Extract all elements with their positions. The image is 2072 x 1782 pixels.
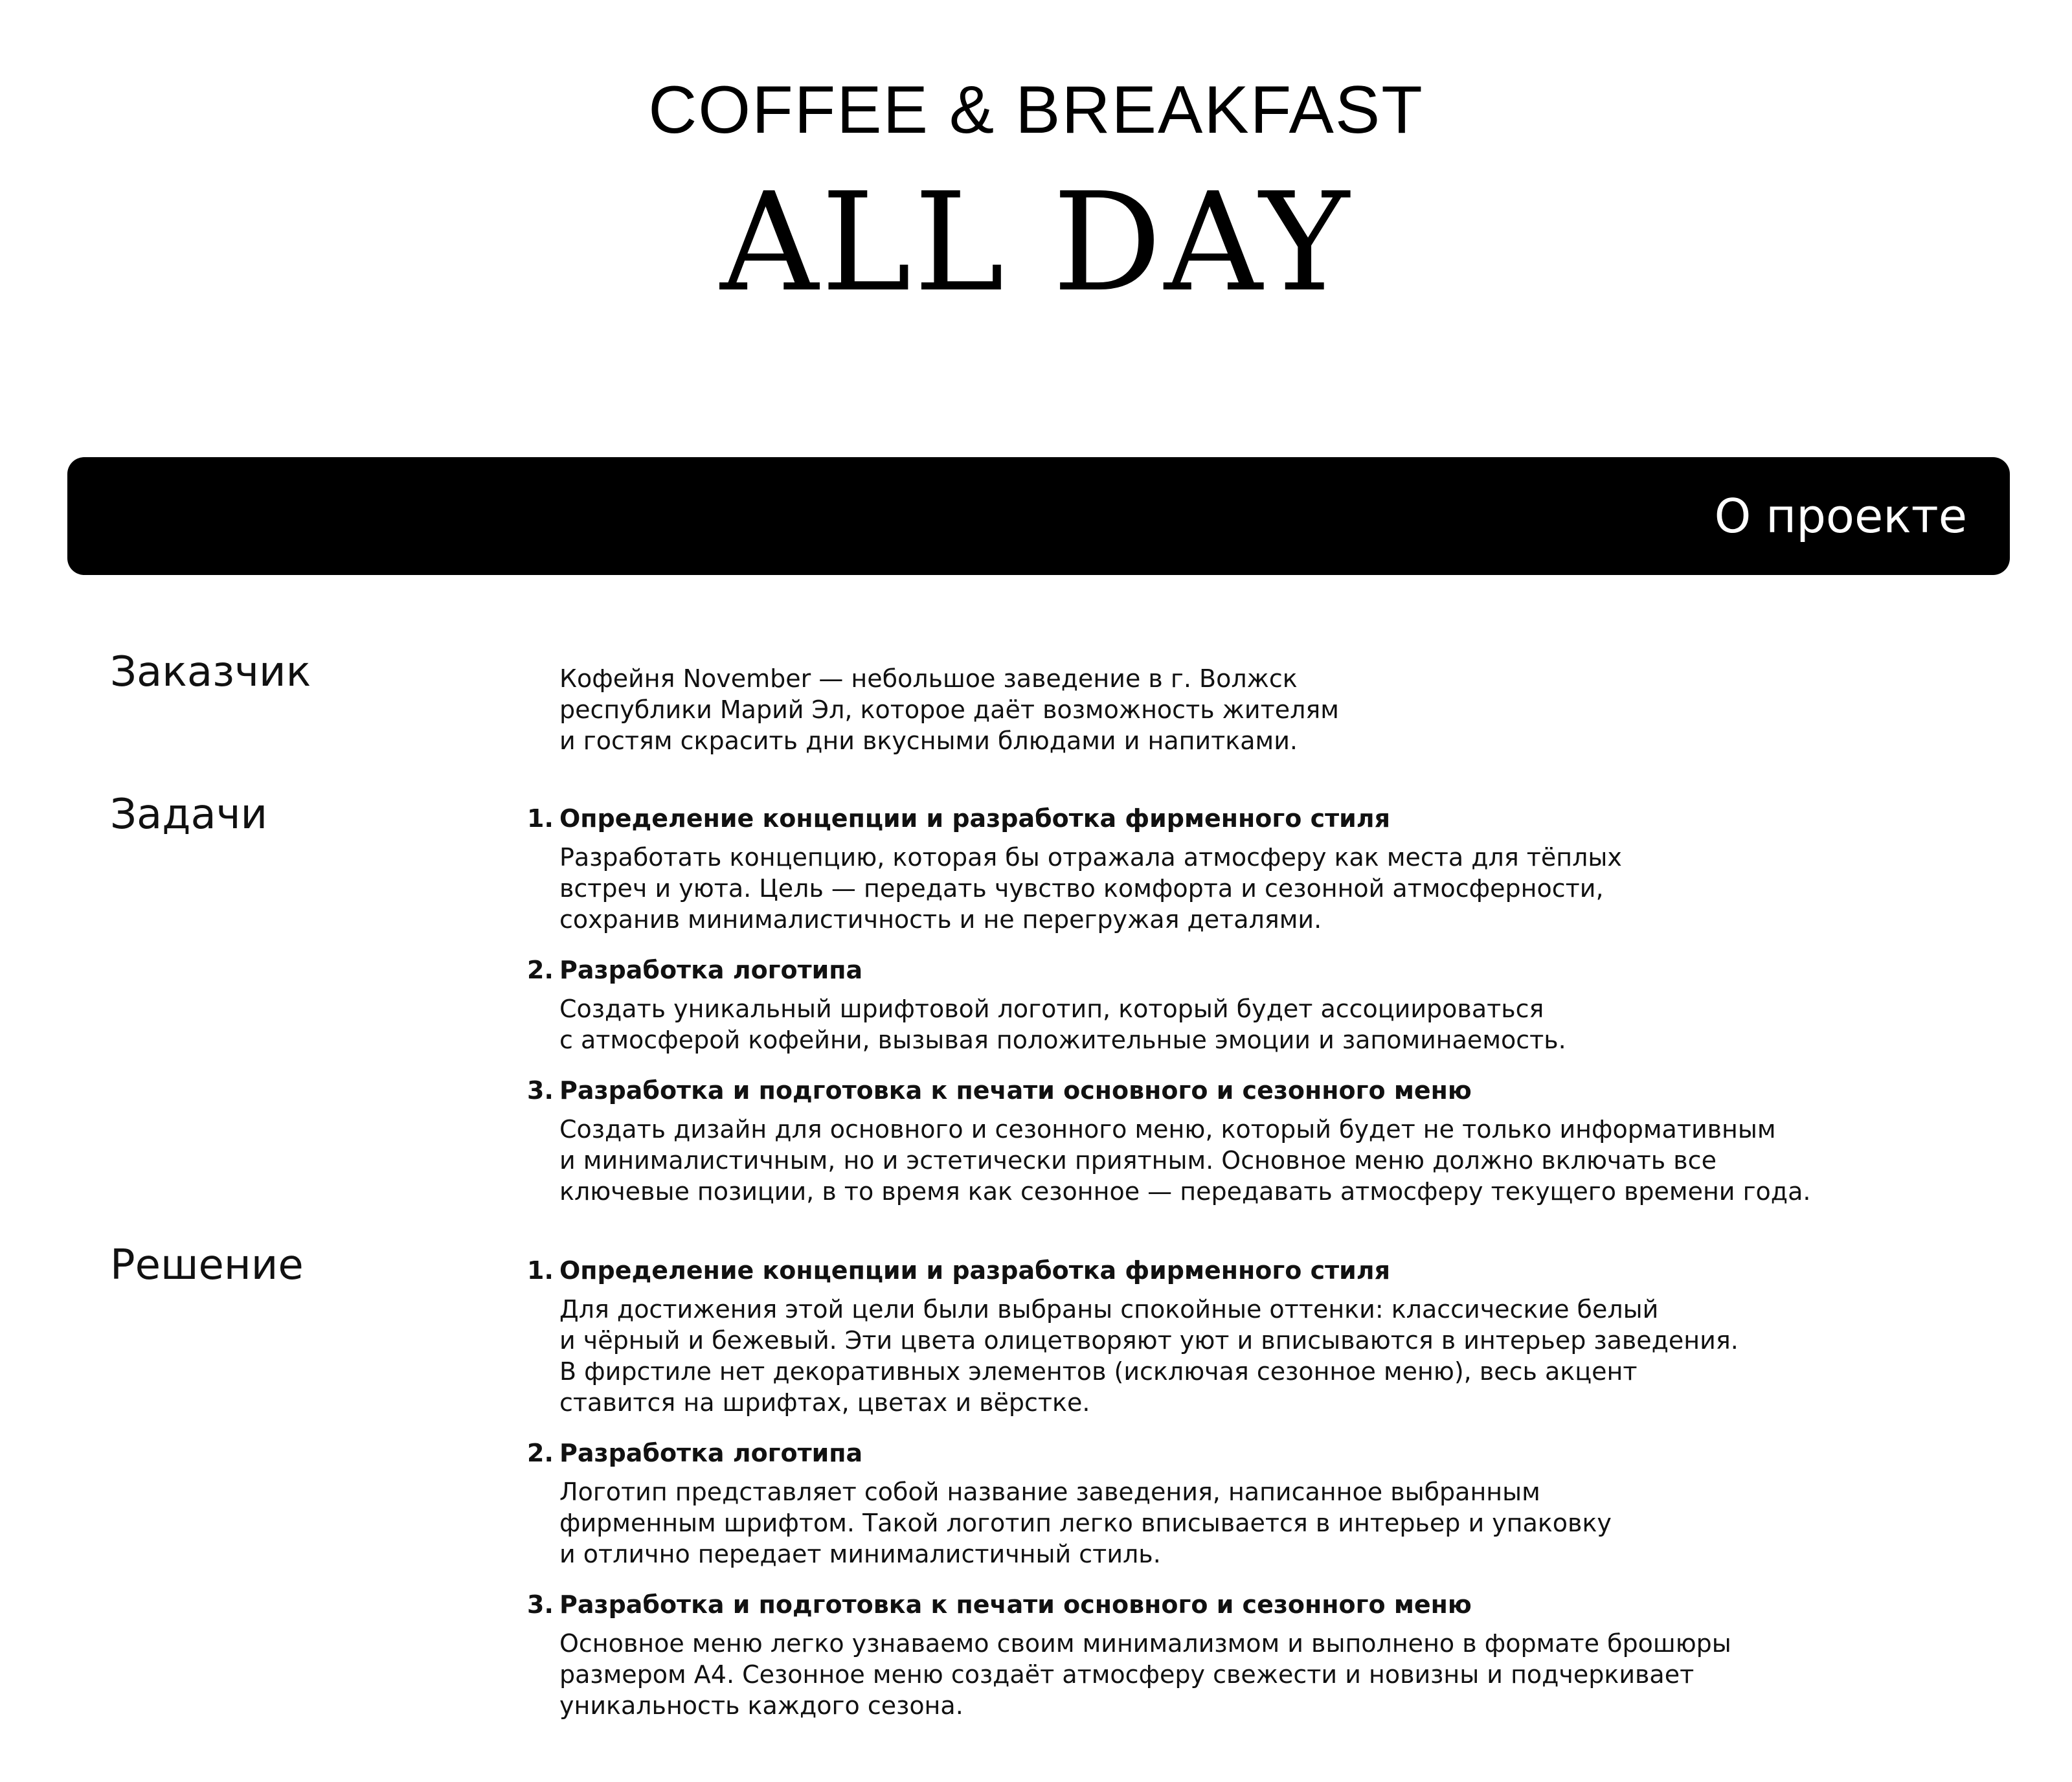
solution-title: Определение концепции и разработка фирменного стиля [559, 1256, 1391, 1285]
solution-label: Решение [110, 1241, 304, 1289]
solution-item [527, 1255, 1984, 1418]
tasks-list [527, 803, 1984, 1226]
solution-number: 2. [527, 1439, 554, 1467]
solution-item [527, 1438, 1984, 1570]
solution-number: 3. [527, 1590, 554, 1619]
task-description: Разработать концепцию, которая бы отражала атмосферу как места для тёплых встреч и уюта. Цель — передать чувство комфорта и сезонной атмосферности, сохранив минималистичность и не перегружая деталями. [559, 843, 1622, 934]
task-title: Разработка и подготовка к печати основного и сезонного меню [559, 1076, 1472, 1105]
task-item [527, 954, 1984, 1055]
supertitle: COFFEE & BREAKFAST [648, 73, 1424, 148]
task-title: Определение концепции и разработка фирменного стиля [559, 804, 1391, 833]
task-description: Создать дизайн для основного и сезонного меню, который будет не только информативным и минималистичным, но и эстетически приятным. Основное меню должно включать все ключевые позиции, в то время как сезонное — передавать атмосферу текущего времени года. [559, 1115, 1811, 1206]
solution-description: Для достижения этой цели были выбраны спокойные оттенки: классические белый и чёрный и бежевый. Эти цвета олицетворяют уют и вписываются в интерьер заведения. В фирстиле нет декоративных элементов (исключая сезонное меню), весь акцент ставится на шрифтах, цветах и вёрстке. [559, 1295, 1739, 1417]
solution-number: 1. [527, 1256, 554, 1285]
solution-list [527, 1255, 1984, 1741]
task-item [527, 803, 1984, 935]
solution-description: Основное меню легко узнаваемо своим минимализмом и выполнено в формате брошюры размером А4. Сезонное меню создаёт атмосферу свежести и новизны и подчеркивает уникальность каждого сезона. [559, 1629, 1731, 1720]
task-item [527, 1075, 1984, 1207]
tasks-label: Задачи [110, 791, 268, 839]
solution-title: Разработка логотипа [559, 1439, 863, 1467]
customer-description [559, 663, 1971, 756]
customer-label: Заказчик [110, 648, 311, 696]
solution-item [527, 1589, 1984, 1721]
task-number: 3. [527, 1076, 554, 1105]
task-description: Создать уникальный шрифтовой логотип, который будет ассоциироваться с атмосферой кофейни, вызывая положительные эмоции и запоминаемость. [559, 995, 1566, 1054]
solution-title: Разработка и подготовка к печати основного и сезонного меню [559, 1590, 1472, 1619]
section-banner [67, 457, 2010, 575]
solution-description: Логотип представляет собой название заведения, написанное выбранным фирменным шрифтом. Такой логотип легко вписывается в интерьер и упаковку и отлично передает минималистичный стиль. [559, 1478, 1612, 1568]
task-number: 2. [527, 956, 554, 984]
task-title: Разработка логотипа [559, 956, 863, 984]
banner-title: О проекте [1714, 489, 1967, 543]
customer-text: Кофейня November — небольшое заведение в г. Волжск республики Марий Эл, которое даёт возможность жителям и гостям скрасить дни вкусными блюдами и напитками. [559, 664, 1339, 755]
task-number: 1. [527, 804, 554, 833]
logo-wordmark: ALL DAY [720, 163, 1352, 322]
